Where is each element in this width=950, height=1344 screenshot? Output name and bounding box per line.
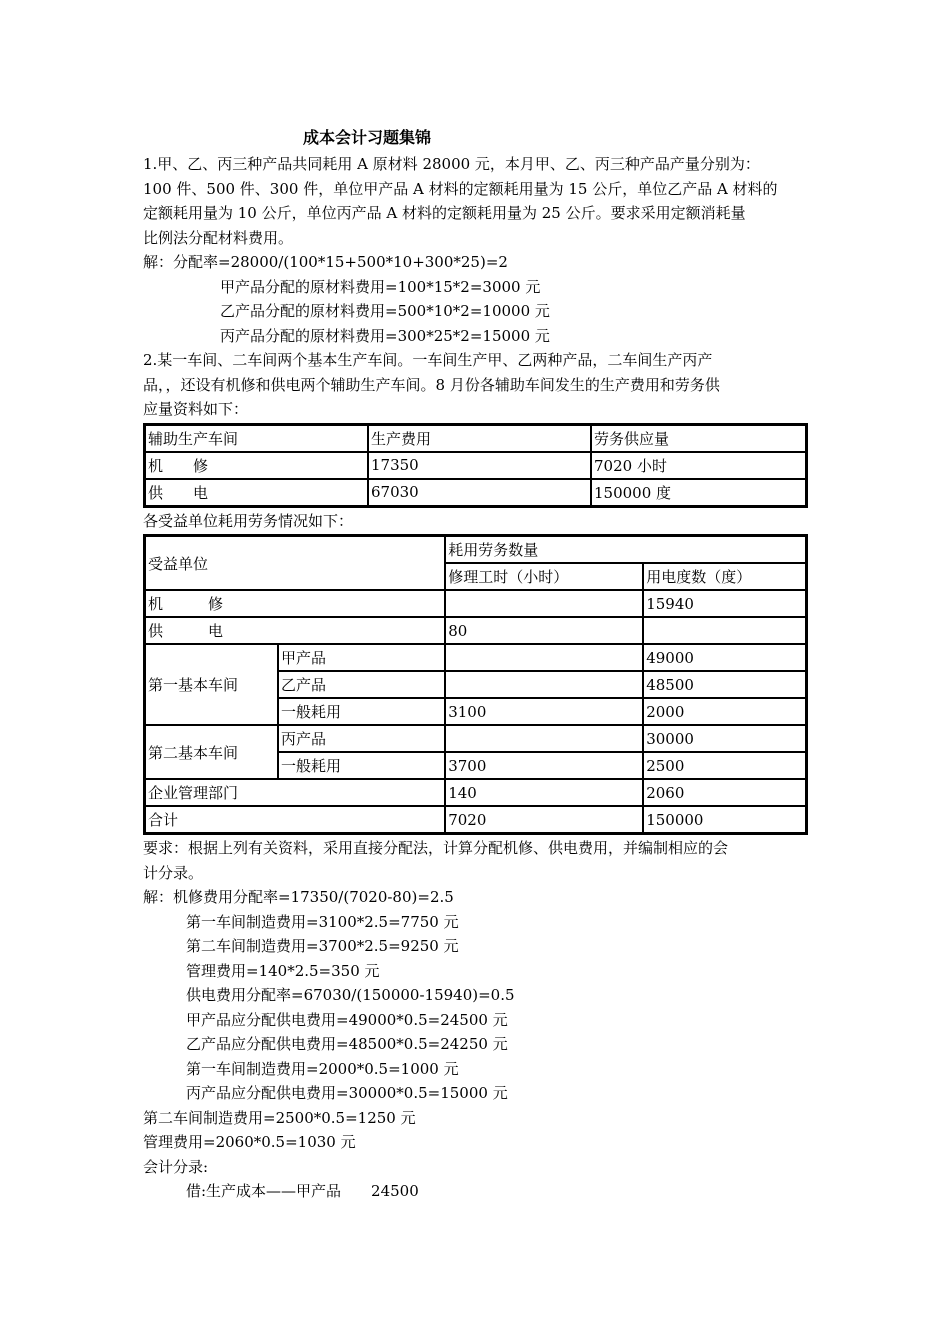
table-row	[145, 590, 806, 617]
q2-answer: 甲产品应分配供电费用=49000*0.5=24500 元	[186, 1010, 508, 1029]
table-cell	[643, 617, 806, 644]
table-cell: 15940	[643, 590, 806, 617]
q2-answer: 乙产品应分配供电费用=48500*0.5=24250 元	[186, 1035, 508, 1053]
q2-answer: 丙产品应分配供电费用=30000*0.5=15000 元	[186, 1084, 508, 1102]
table-header-cell: 生产费用	[368, 425, 591, 452]
table-cell: 2060	[643, 779, 806, 806]
table-header-row	[145, 425, 806, 452]
table2-caption: 各受益单位耗用劳务情况如下：	[143, 511, 354, 530]
q2-line: 应量资料如下：	[143, 400, 249, 418]
table-cell: 第二基本车间	[145, 725, 278, 779]
table-header-cell: 用电度数（度）	[643, 563, 806, 590]
table-header-cell: 耗用劳务数量	[445, 536, 806, 563]
journal-entry: 借:生产成本——甲产品 24500	[186, 1182, 419, 1200]
table-row	[145, 452, 806, 479]
table-row	[145, 806, 806, 833]
table-cell: 3700	[445, 752, 643, 779]
table-cell: 80	[445, 617, 643, 644]
table-cell: 140	[445, 779, 643, 806]
table-cell: 一般耗用	[278, 698, 445, 725]
q2-answer: 第二车间制造费用=3700*2.5=9250 元	[186, 937, 459, 955]
document-page	[143, 126, 808, 1204]
table-cell: 49000	[643, 644, 806, 671]
table-cell	[445, 671, 643, 698]
table-cell: 一般耗用	[278, 752, 445, 779]
table-cell: 供 电	[145, 479, 368, 506]
q2-line: 品，，还设有机修和供电两个辅助生产车间。8 月份各辅助车间发生的生产费用和劳务供	[143, 375, 720, 394]
table-cell: 7020	[445, 806, 643, 833]
table-cell: 甲产品	[278, 644, 445, 671]
table-header-cell: 修理工时（小时）	[445, 563, 643, 590]
table-row	[145, 779, 806, 806]
q2-answer: 管理费用=140*2.5=350 元	[186, 961, 380, 980]
q1-line: 定额耗用量为 10 公斤，单位丙产品 A 材料的定额耗用量为 25 公斤。要求采用定额消耗量	[143, 204, 746, 222]
q2-line: 2.某一车间、二车间两个基本生产车间。一车间生产甲、乙两种产品，二车间生产丙产	[143, 351, 713, 369]
table-row	[145, 725, 806, 752]
aux-cost-table	[143, 423, 808, 508]
q2-answer: 第一车间制造费用=3100*2.5=7750 元	[186, 912, 459, 931]
q2-answer: 第一车间制造费用=2000*0.5=1000 元	[186, 1059, 459, 1078]
service-usage-table	[143, 534, 808, 835]
q2-answer: 供电费用分配率=67030/(150000-15940)=0.5	[186, 986, 515, 1004]
table-cell: 150000 度	[591, 479, 806, 506]
table-cell: 机 修	[145, 452, 368, 479]
q1-line: 1.甲、乙、丙三种产品共同耗用 A 原材料 28000 元，本月甲、乙、丙三种产品产量分别为：	[143, 155, 760, 173]
q1-line: 100 件、500 件、300 件，单位甲产品 A 材料的定额耗用量为 15 公斤，单位乙产品 A 材料的	[143, 179, 778, 198]
table-cell	[445, 644, 643, 671]
q1-answer: 丙产品分配的原材料费用=300*25*2=15000 元	[220, 326, 550, 345]
table-cell: 30000	[643, 725, 806, 752]
table-cell: 2000	[643, 698, 806, 725]
table-header-row	[145, 536, 806, 563]
table-cell: 机 修	[145, 590, 445, 617]
q2-tail-line: 第二车间制造费用=2500*0.5=1250 元	[143, 1108, 416, 1127]
requirement-line: 计分录。	[143, 863, 204, 882]
table-cell: 企业管理部门	[145, 779, 445, 806]
requirement-line: 要求：根据上列有关资料，采用直接分配法，计算分配机修、供电费用，并编制相应的会	[143, 839, 729, 857]
table-cell: 48500	[643, 671, 806, 698]
table-header-cell: 劳务供应量	[591, 425, 806, 452]
table-cell: 17350	[368, 452, 591, 479]
q1-line: 比例法分配材料费用。	[143, 228, 294, 247]
table-cell: 供 电	[145, 617, 445, 644]
table-cell: 第一基本车间	[145, 644, 278, 725]
table-header-cell: 辅助生产车间	[145, 425, 368, 452]
q2-solution: 解：机修费用分配率=17350/(7020-80)=2.5	[143, 888, 454, 906]
table-cell: 3100	[445, 698, 643, 725]
q1-solution: 解：分配率=28000/(100*15+500*10+300*25)=2	[143, 253, 508, 271]
table-cell: 150000	[643, 806, 806, 833]
doc-title: 成本会计习题集锦	[303, 128, 432, 147]
table-cell	[445, 725, 643, 752]
q2-tail-line: 管理费用=2060*0.5=1030 元	[143, 1133, 356, 1151]
table-row	[145, 644, 806, 671]
table-row	[145, 617, 806, 644]
table-cell: 2500	[643, 752, 806, 779]
table-cell	[445, 590, 643, 617]
table-header-cell: 受益单位	[145, 536, 445, 590]
q2-tail-line: 会计分录:	[143, 1157, 209, 1176]
q1-answer: 甲产品分配的原材料费用=100*15*2=3000 元	[220, 277, 541, 296]
table-cell: 7020 小时	[591, 452, 806, 479]
table-row	[145, 479, 806, 506]
table-cell: 67030	[368, 479, 591, 506]
q1-answer: 乙产品分配的原材料费用=500*10*2=10000 元	[220, 302, 550, 320]
table-cell: 乙产品	[278, 671, 445, 698]
table-cell: 丙产品	[278, 725, 445, 752]
table-cell: 合计	[145, 806, 445, 833]
